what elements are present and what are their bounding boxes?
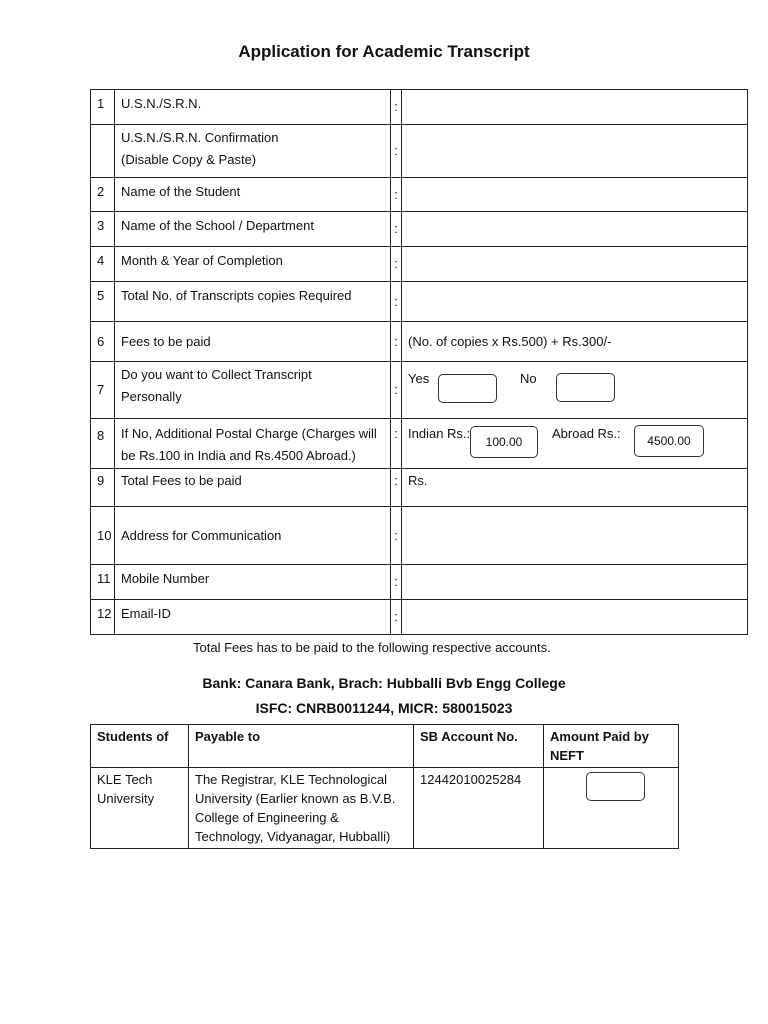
fees-formula: (No. of copies x Rs.500) + Rs.300/-: [402, 322, 748, 362]
row-number: [91, 125, 115, 178]
postal-values: [402, 419, 748, 469]
postal-label-line2: be Rs.100 in India and Rs.4500 Abroad.): [121, 448, 356, 463]
form-row-total-fees: [91, 469, 748, 507]
form-row-address: [91, 507, 748, 565]
collect-label-line2: Personally: [121, 389, 182, 404]
colon: :: [391, 565, 402, 600]
row-number: 1: [91, 90, 115, 125]
total-fees-label: Total Fees to be paid: [115, 469, 391, 507]
colon: :: [391, 247, 402, 282]
abroad-amount-field[interactable]: 4500.00: [634, 425, 704, 457]
completion-label: Month & Year of Completion: [115, 247, 391, 282]
postal-label: [115, 419, 391, 469]
row-number: 7: [91, 362, 115, 419]
collect-options: [402, 362, 748, 419]
colon: :: [391, 125, 402, 178]
usn-confirm-label: [115, 125, 391, 178]
form-row-completion: [91, 247, 748, 282]
school-field[interactable]: [402, 212, 748, 247]
no-label: No: [520, 371, 537, 386]
usn-confirm-label-line1: U.S.N./S.R.N. Confirmation: [121, 130, 279, 145]
account-table: [90, 724, 679, 849]
fees-label: Fees to be paid: [115, 322, 391, 362]
abroad-label: Abroad Rs.:: [552, 426, 621, 441]
form-row-usn: [91, 90, 748, 125]
row-number: 12: [91, 600, 115, 635]
header-account-no: SB Account No.: [414, 725, 544, 768]
form-row-fees: [91, 322, 748, 362]
application-form: [90, 89, 748, 635]
row-number: 2: [91, 178, 115, 212]
header-amount-paid: Amount Paid by NEFT: [544, 725, 679, 768]
form-row-mobile: [91, 565, 748, 600]
colon: :: [391, 600, 402, 635]
form-row-student-name: [91, 178, 748, 212]
row-number: 9: [91, 469, 115, 507]
address-field[interactable]: [402, 507, 748, 565]
usn-field[interactable]: [402, 90, 748, 125]
indian-amount-field[interactable]: 100.00: [470, 426, 538, 458]
payable-to-cell: The Registrar, KLE Technological University (Earlier known as B.V.B. College of Engineering & Technology, Vidyanagar, Hubballi): [189, 768, 414, 849]
row-number: 11: [91, 565, 115, 600]
colon: :: [391, 419, 402, 469]
row-number: 8: [91, 419, 115, 469]
indian-label: Indian Rs.:: [408, 426, 471, 441]
copies-field[interactable]: [402, 282, 748, 322]
row-number: 6: [91, 322, 115, 362]
form-row-usn-confirm: [91, 125, 748, 178]
mobile-field[interactable]: [402, 565, 748, 600]
payment-note: Total Fees has to be paid to the following respective accounts.: [193, 640, 551, 655]
collect-label: [115, 362, 391, 419]
colon: :: [391, 212, 402, 247]
form-row-copies: [91, 282, 748, 322]
usn-confirm-label-line2: (Disable Copy & Paste): [121, 152, 257, 167]
amount-paid-field[interactable]: [586, 772, 645, 801]
collect-label-line1: Do you want to Collect Transcript: [121, 367, 312, 382]
account-table-row: [91, 768, 679, 849]
colon: :: [391, 469, 402, 507]
form-row-school: [91, 212, 748, 247]
address-label: Address for Communication: [115, 507, 391, 565]
header-payable-to: Payable to: [189, 725, 414, 768]
page-title: Application for Academic Transcript: [238, 42, 530, 61]
account-table-header: [91, 725, 679, 768]
header-students-of: Students of: [91, 725, 189, 768]
student-name-label: Name of the Student: [115, 178, 391, 212]
row-number: 10: [91, 507, 115, 565]
colon: :: [391, 507, 402, 565]
total-fees-field[interactable]: Rs.: [402, 469, 748, 507]
colon: :: [391, 178, 402, 212]
amount-paid-cell: [544, 768, 679, 849]
email-label: Email-ID: [115, 600, 391, 635]
mobile-label: Mobile Number: [115, 565, 391, 600]
bank-details: Bank: Canara Bank, Brach: Hubballi Bvb Engg College: [202, 675, 566, 691]
copies-label: Total No. of Transcripts copies Required: [115, 282, 391, 322]
postal-label-line1: If No, Additional Postal Charge (Charges will: [121, 426, 377, 441]
row-number: 3: [91, 212, 115, 247]
row-number: 4: [91, 247, 115, 282]
student-name-field[interactable]: [402, 178, 748, 212]
usn-confirm-field[interactable]: [402, 125, 748, 178]
usn-label: U.S.N./S.R.N.: [115, 90, 391, 125]
form-row-postal: [91, 419, 748, 469]
email-field[interactable]: [402, 600, 748, 635]
school-label: Name of the School / Department: [115, 212, 391, 247]
row-number: 5: [91, 282, 115, 322]
form-row-collect: [91, 362, 748, 419]
colon: :: [391, 282, 402, 322]
bank-codes: ISFC: CNRB0011244, MICR: 580015023: [255, 700, 513, 716]
no-checkbox[interactable]: [556, 373, 615, 402]
account-no-cell: 12442010025284: [414, 768, 544, 849]
colon: :: [391, 90, 402, 125]
yes-label: Yes: [408, 371, 430, 386]
students-of-cell: KLE Tech University: [91, 768, 189, 849]
yes-checkbox[interactable]: [438, 374, 497, 403]
colon: :: [391, 362, 402, 419]
form-row-email: [91, 600, 748, 635]
completion-field[interactable]: [402, 247, 748, 282]
colon: :: [391, 322, 402, 362]
